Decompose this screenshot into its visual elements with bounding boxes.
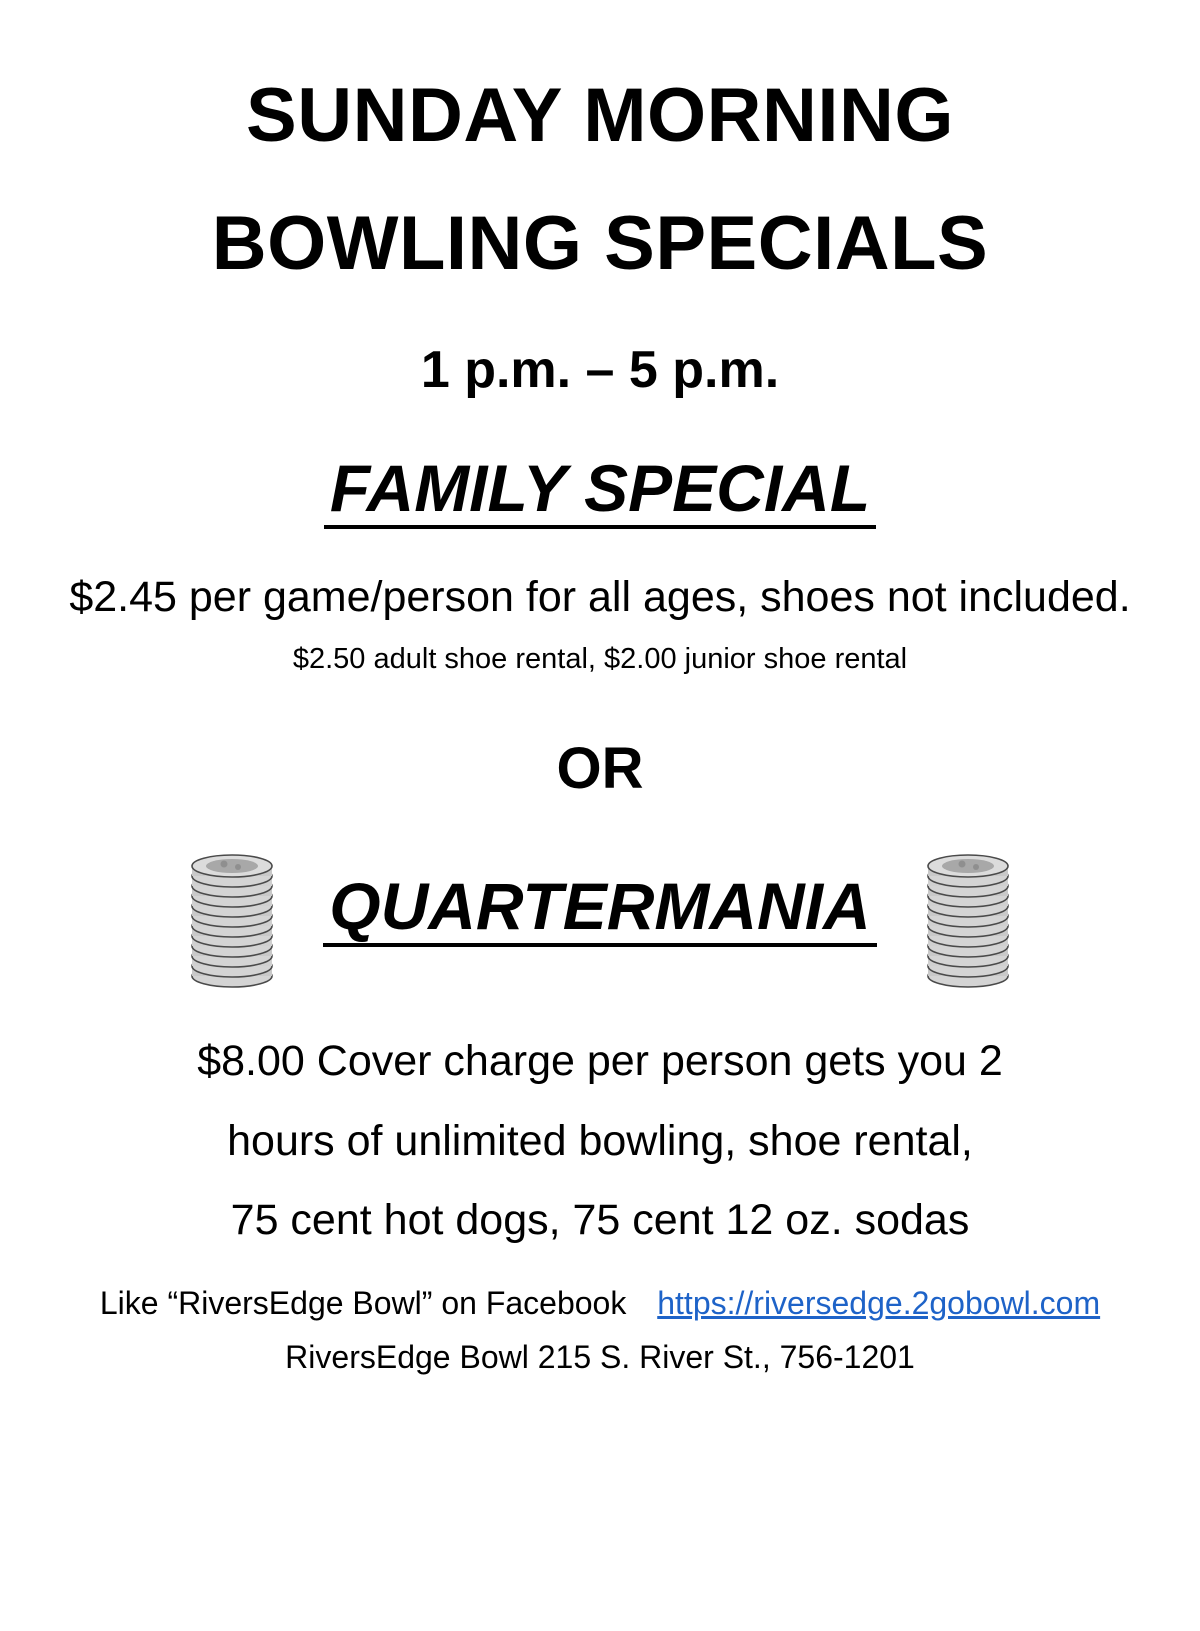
quartermania-heading: QUARTERMANIA bbox=[323, 872, 876, 947]
divider-word: OR bbox=[556, 735, 644, 801]
page-title-line-2: BOWLING SPECIALS bbox=[211, 201, 989, 286]
facebook-text: Like “RiversEdge Bowl” on Facebook bbox=[99, 1284, 627, 1321]
family-special-shoe-note: $2.50 adult shoe rental, $2.00 junior shoe rental bbox=[292, 643, 908, 676]
quartermania-line-1: $8.00 Cover charge per person gets you 2 bbox=[197, 1036, 1003, 1085]
quartermania-heading-row bbox=[60, 848, 1140, 998]
quartermania-line-2: hours of unlimited bowling, shoe rental, bbox=[227, 1117, 973, 1166]
page-title-line-1: SUNDAY MORNING bbox=[246, 73, 954, 158]
family-special-heading-wrap bbox=[60, 451, 1140, 529]
family-special-details bbox=[60, 569, 1140, 683]
family-special-price-text: $2.45 per game/person for all ages, shoes not included. bbox=[69, 573, 1131, 622]
family-special-heading: FAMILY SPECIAL bbox=[324, 454, 876, 529]
quartermania-line-3: 75 cent hot dogs, 75 cent 12 oz. sodas bbox=[230, 1195, 970, 1244]
time-range: 1 p.m. – 5 p.m. bbox=[420, 341, 780, 399]
footer-social-row bbox=[60, 1279, 1140, 1327]
flyer-page bbox=[0, 73, 1200, 1631]
address-line: RiversEdge Bowl 215 S. River St., 756-1201 bbox=[285, 1338, 915, 1375]
website-link[interactable]: https://riversedge.2gobowl.com bbox=[657, 1284, 1101, 1321]
coin-stack-icon-right bbox=[916, 848, 1020, 988]
